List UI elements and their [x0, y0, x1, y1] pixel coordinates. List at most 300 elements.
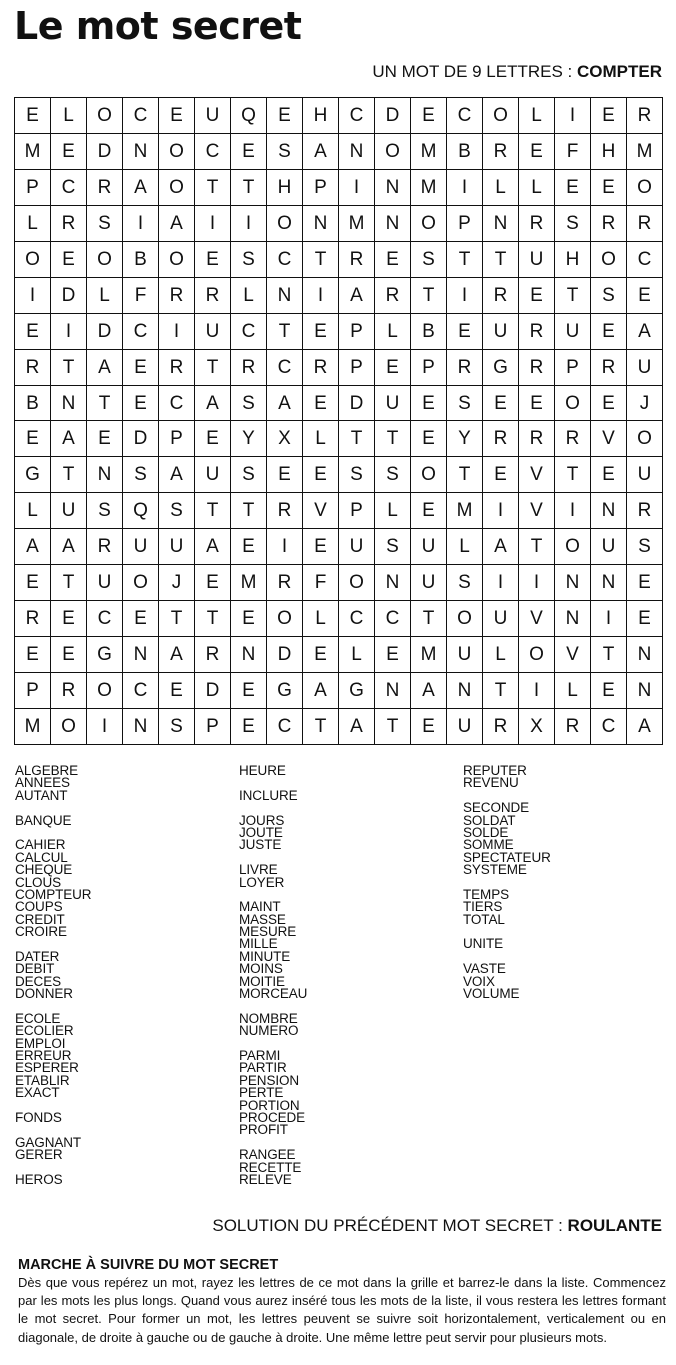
- grid-cell[interactable]: P: [303, 170, 339, 206]
- grid-cell[interactable]: T: [411, 278, 447, 314]
- grid-cell[interactable]: S: [411, 242, 447, 278]
- grid-cell[interactable]: R: [591, 206, 627, 242]
- grid-cell[interactable]: E: [519, 134, 555, 170]
- grid-cell[interactable]: L: [519, 98, 555, 134]
- grid-cell[interactable]: M: [447, 493, 483, 529]
- grid-cell[interactable]: L: [339, 637, 375, 673]
- grid-cell[interactable]: O: [375, 134, 411, 170]
- grid-cell[interactable]: C: [447, 98, 483, 134]
- grid-cell[interactable]: C: [267, 350, 303, 386]
- grid-cell[interactable]: S: [231, 242, 267, 278]
- grid-cell[interactable]: L: [303, 601, 339, 637]
- grid-cell[interactable]: N: [627, 637, 663, 673]
- grid-cell[interactable]: C: [87, 601, 123, 637]
- grid-cell[interactable]: T: [447, 457, 483, 493]
- grid-cell[interactable]: T: [51, 565, 87, 601]
- grid-cell[interactable]: A: [51, 529, 87, 565]
- grid-cell[interactable]: T: [519, 529, 555, 565]
- grid-cell[interactable]: S: [339, 457, 375, 493]
- grid-cell[interactable]: R: [303, 350, 339, 386]
- grid-cell[interactable]: E: [411, 493, 447, 529]
- grid-cell[interactable]: R: [339, 242, 375, 278]
- grid-cell[interactable]: L: [15, 493, 51, 529]
- grid-cell[interactable]: R: [591, 350, 627, 386]
- grid-cell[interactable]: T: [195, 601, 231, 637]
- grid-cell[interactable]: I: [87, 709, 123, 745]
- grid-cell[interactable]: B: [123, 242, 159, 278]
- grid-cell[interactable]: U: [195, 457, 231, 493]
- grid-cell[interactable]: E: [519, 278, 555, 314]
- grid-cell[interactable]: U: [447, 637, 483, 673]
- grid-cell[interactable]: L: [519, 170, 555, 206]
- grid-cell[interactable]: V: [555, 637, 591, 673]
- grid-cell[interactable]: P: [447, 206, 483, 242]
- grid-cell[interactable]: T: [483, 673, 519, 709]
- grid-cell[interactable]: U: [51, 493, 87, 529]
- grid-cell[interactable]: A: [159, 637, 195, 673]
- grid-cell[interactable]: E: [123, 386, 159, 422]
- grid-cell[interactable]: R: [519, 314, 555, 350]
- grid-cell[interactable]: I: [303, 278, 339, 314]
- grid-cell[interactable]: E: [411, 421, 447, 457]
- grid-cell[interactable]: T: [339, 421, 375, 457]
- grid-cell[interactable]: I: [591, 601, 627, 637]
- grid-cell[interactable]: E: [375, 242, 411, 278]
- grid-cell[interactable]: L: [483, 170, 519, 206]
- grid-cell[interactable]: S: [375, 529, 411, 565]
- grid-cell[interactable]: O: [411, 206, 447, 242]
- grid-cell[interactable]: O: [87, 98, 123, 134]
- grid-cell[interactable]: E: [15, 98, 51, 134]
- grid-cell[interactable]: R: [87, 170, 123, 206]
- grid-cell[interactable]: G: [15, 457, 51, 493]
- grid-cell[interactable]: D: [267, 637, 303, 673]
- grid-cell[interactable]: R: [15, 601, 51, 637]
- grid-cell[interactable]: H: [303, 98, 339, 134]
- grid-cell[interactable]: H: [555, 242, 591, 278]
- grid-cell[interactable]: C: [267, 709, 303, 745]
- grid-cell[interactable]: B: [447, 134, 483, 170]
- grid-cell[interactable]: I: [555, 493, 591, 529]
- grid-cell[interactable]: L: [555, 673, 591, 709]
- grid-cell[interactable]: R: [195, 637, 231, 673]
- grid-cell[interactable]: P: [15, 170, 51, 206]
- grid-cell[interactable]: L: [231, 278, 267, 314]
- grid-cell[interactable]: E: [159, 98, 195, 134]
- grid-cell[interactable]: G: [87, 637, 123, 673]
- grid-cell[interactable]: S: [231, 386, 267, 422]
- grid-cell[interactable]: E: [447, 314, 483, 350]
- grid-cell[interactable]: E: [627, 601, 663, 637]
- grid-cell[interactable]: E: [411, 709, 447, 745]
- grid-cell[interactable]: A: [267, 386, 303, 422]
- grid-cell[interactable]: E: [15, 314, 51, 350]
- grid-cell[interactable]: E: [591, 386, 627, 422]
- grid-cell[interactable]: M: [15, 709, 51, 745]
- grid-cell[interactable]: U: [339, 529, 375, 565]
- grid-cell[interactable]: S: [123, 457, 159, 493]
- grid-cell[interactable]: U: [195, 98, 231, 134]
- grid-cell[interactable]: E: [231, 529, 267, 565]
- grid-cell[interactable]: E: [231, 673, 267, 709]
- grid-cell[interactable]: E: [591, 98, 627, 134]
- grid-cell[interactable]: R: [555, 709, 591, 745]
- grid-cell[interactable]: S: [555, 206, 591, 242]
- grid-cell[interactable]: R: [483, 709, 519, 745]
- grid-cell[interactable]: E: [231, 601, 267, 637]
- grid-cell[interactable]: S: [159, 709, 195, 745]
- grid-cell[interactable]: E: [51, 601, 87, 637]
- grid-cell[interactable]: D: [87, 314, 123, 350]
- grid-cell[interactable]: N: [375, 565, 411, 601]
- grid-cell[interactable]: L: [303, 421, 339, 457]
- grid-cell[interactable]: M: [15, 134, 51, 170]
- grid-cell[interactable]: O: [627, 170, 663, 206]
- grid-cell[interactable]: C: [231, 314, 267, 350]
- grid-cell[interactable]: N: [375, 673, 411, 709]
- grid-cell[interactable]: T: [375, 709, 411, 745]
- grid-cell[interactable]: E: [195, 565, 231, 601]
- grid-cell[interactable]: F: [303, 565, 339, 601]
- grid-cell[interactable]: E: [483, 386, 519, 422]
- grid-cell[interactable]: G: [483, 350, 519, 386]
- grid-cell[interactable]: A: [123, 170, 159, 206]
- grid-cell[interactable]: R: [627, 206, 663, 242]
- grid-cell[interactable]: S: [591, 278, 627, 314]
- grid-cell[interactable]: F: [123, 278, 159, 314]
- grid-cell[interactable]: N: [51, 386, 87, 422]
- grid-cell[interactable]: N: [303, 206, 339, 242]
- grid-cell[interactable]: T: [303, 709, 339, 745]
- grid-cell[interactable]: P: [339, 493, 375, 529]
- grid-cell[interactable]: E: [159, 673, 195, 709]
- grid-cell[interactable]: N: [339, 134, 375, 170]
- grid-cell[interactable]: T: [195, 493, 231, 529]
- grid-cell[interactable]: L: [87, 278, 123, 314]
- grid-cell[interactable]: E: [51, 637, 87, 673]
- grid-cell[interactable]: E: [411, 98, 447, 134]
- grid-cell[interactable]: N: [123, 709, 159, 745]
- grid-cell[interactable]: I: [123, 206, 159, 242]
- grid-cell[interactable]: O: [267, 601, 303, 637]
- grid-cell[interactable]: E: [303, 637, 339, 673]
- grid-cell[interactable]: E: [87, 421, 123, 457]
- grid-cell[interactable]: R: [447, 350, 483, 386]
- grid-cell[interactable]: R: [87, 529, 123, 565]
- grid-cell[interactable]: E: [231, 709, 267, 745]
- grid-cell[interactable]: I: [339, 170, 375, 206]
- grid-cell[interactable]: L: [375, 314, 411, 350]
- grid-cell[interactable]: M: [411, 170, 447, 206]
- grid-cell[interactable]: R: [627, 98, 663, 134]
- grid-cell[interactable]: E: [51, 134, 87, 170]
- grid-cell[interactable]: N: [591, 493, 627, 529]
- grid-cell[interactable]: C: [627, 242, 663, 278]
- grid-cell[interactable]: S: [159, 493, 195, 529]
- grid-cell[interactable]: A: [627, 709, 663, 745]
- grid-cell[interactable]: N: [375, 206, 411, 242]
- grid-cell[interactable]: T: [267, 314, 303, 350]
- grid-cell[interactable]: H: [267, 170, 303, 206]
- grid-cell[interactable]: E: [483, 457, 519, 493]
- grid-cell[interactable]: A: [303, 134, 339, 170]
- grid-cell[interactable]: T: [51, 457, 87, 493]
- grid-cell[interactable]: P: [159, 421, 195, 457]
- grid-cell[interactable]: U: [375, 386, 411, 422]
- grid-cell[interactable]: O: [519, 637, 555, 673]
- grid-cell[interactable]: O: [411, 457, 447, 493]
- grid-cell[interactable]: R: [267, 565, 303, 601]
- grid-cell[interactable]: E: [15, 421, 51, 457]
- grid-cell[interactable]: A: [15, 529, 51, 565]
- grid-cell[interactable]: A: [87, 350, 123, 386]
- grid-cell[interactable]: A: [411, 673, 447, 709]
- grid-cell[interactable]: E: [411, 386, 447, 422]
- grid-cell[interactable]: C: [159, 386, 195, 422]
- grid-cell[interactable]: E: [267, 457, 303, 493]
- grid-cell[interactable]: E: [303, 386, 339, 422]
- grid-cell[interactable]: I: [483, 493, 519, 529]
- grid-cell[interactable]: M: [627, 134, 663, 170]
- grid-cell[interactable]: O: [159, 242, 195, 278]
- grid-cell[interactable]: N: [267, 278, 303, 314]
- grid-cell[interactable]: E: [195, 242, 231, 278]
- grid-cell[interactable]: O: [555, 529, 591, 565]
- grid-cell[interactable]: Q: [231, 98, 267, 134]
- grid-cell[interactable]: T: [555, 457, 591, 493]
- grid-cell[interactable]: E: [375, 637, 411, 673]
- grid-cell[interactable]: E: [375, 350, 411, 386]
- grid-cell[interactable]: T: [51, 350, 87, 386]
- grid-cell[interactable]: L: [483, 637, 519, 673]
- grid-cell[interactable]: L: [447, 529, 483, 565]
- grid-cell[interactable]: N: [87, 457, 123, 493]
- grid-cell[interactable]: I: [15, 278, 51, 314]
- grid-cell[interactable]: O: [123, 565, 159, 601]
- grid-cell[interactable]: O: [591, 242, 627, 278]
- grid-cell[interactable]: V: [303, 493, 339, 529]
- grid-cell[interactable]: R: [375, 278, 411, 314]
- grid-cell[interactable]: T: [483, 242, 519, 278]
- grid-cell[interactable]: A: [51, 421, 87, 457]
- grid-cell[interactable]: N: [447, 673, 483, 709]
- grid-cell[interactable]: M: [339, 206, 375, 242]
- grid-cell[interactable]: R: [195, 278, 231, 314]
- grid-cell[interactable]: S: [87, 493, 123, 529]
- grid-cell[interactable]: S: [231, 457, 267, 493]
- grid-cell[interactable]: N: [375, 170, 411, 206]
- grid-cell[interactable]: N: [123, 134, 159, 170]
- grid-cell[interactable]: V: [519, 601, 555, 637]
- grid-cell[interactable]: U: [159, 529, 195, 565]
- grid-cell[interactable]: T: [303, 242, 339, 278]
- grid-cell[interactable]: P: [195, 709, 231, 745]
- grid-cell[interactable]: Y: [447, 421, 483, 457]
- grid-cell[interactable]: U: [195, 314, 231, 350]
- grid-cell[interactable]: C: [123, 98, 159, 134]
- grid-cell[interactable]: U: [87, 565, 123, 601]
- grid-cell[interactable]: E: [51, 242, 87, 278]
- grid-cell[interactable]: E: [303, 457, 339, 493]
- grid-cell[interactable]: A: [339, 709, 375, 745]
- grid-cell[interactable]: R: [51, 206, 87, 242]
- grid-cell[interactable]: D: [339, 386, 375, 422]
- grid-cell[interactable]: L: [51, 98, 87, 134]
- grid-cell[interactable]: D: [123, 421, 159, 457]
- grid-cell[interactable]: O: [555, 386, 591, 422]
- grid-cell[interactable]: T: [447, 242, 483, 278]
- grid-cell[interactable]: O: [159, 134, 195, 170]
- grid-cell[interactable]: N: [591, 565, 627, 601]
- grid-cell[interactable]: R: [519, 350, 555, 386]
- grid-cell[interactable]: R: [51, 673, 87, 709]
- grid-cell[interactable]: U: [411, 565, 447, 601]
- grid-cell[interactable]: O: [87, 673, 123, 709]
- grid-cell[interactable]: J: [159, 565, 195, 601]
- grid-cell[interactable]: A: [627, 314, 663, 350]
- grid-cell[interactable]: R: [627, 493, 663, 529]
- grid-cell[interactable]: I: [519, 565, 555, 601]
- grid-cell[interactable]: R: [519, 421, 555, 457]
- grid-cell[interactable]: E: [267, 98, 303, 134]
- grid-cell[interactable]: E: [591, 457, 627, 493]
- grid-cell[interactable]: Y: [231, 421, 267, 457]
- grid-cell[interactable]: E: [303, 314, 339, 350]
- grid-cell[interactable]: O: [267, 206, 303, 242]
- grid-cell[interactable]: P: [555, 350, 591, 386]
- grid-cell[interactable]: I: [231, 206, 267, 242]
- grid-cell[interactable]: O: [159, 170, 195, 206]
- grid-cell[interactable]: U: [591, 529, 627, 565]
- grid-cell[interactable]: N: [123, 637, 159, 673]
- grid-cell[interactable]: L: [375, 493, 411, 529]
- grid-cell[interactable]: I: [447, 170, 483, 206]
- grid-cell[interactable]: N: [483, 206, 519, 242]
- grid-cell[interactable]: R: [15, 350, 51, 386]
- grid-cell[interactable]: S: [627, 529, 663, 565]
- grid-cell[interactable]: R: [483, 278, 519, 314]
- grid-cell[interactable]: U: [555, 314, 591, 350]
- grid-cell[interactable]: S: [447, 565, 483, 601]
- grid-cell[interactable]: I: [195, 206, 231, 242]
- grid-cell[interactable]: D: [195, 673, 231, 709]
- grid-cell[interactable]: E: [123, 350, 159, 386]
- grid-cell[interactable]: S: [87, 206, 123, 242]
- grid-cell[interactable]: T: [231, 493, 267, 529]
- grid-cell[interactable]: E: [591, 314, 627, 350]
- grid-cell[interactable]: U: [627, 457, 663, 493]
- grid-cell[interactable]: I: [447, 278, 483, 314]
- grid-cell[interactable]: X: [267, 421, 303, 457]
- grid-cell[interactable]: S: [375, 457, 411, 493]
- grid-cell[interactable]: E: [15, 565, 51, 601]
- grid-cell[interactable]: T: [195, 350, 231, 386]
- grid-cell[interactable]: N: [627, 673, 663, 709]
- grid-cell[interactable]: H: [591, 134, 627, 170]
- grid-cell[interactable]: E: [15, 637, 51, 673]
- grid-cell[interactable]: L: [15, 206, 51, 242]
- grid-cell[interactable]: O: [87, 242, 123, 278]
- grid-cell[interactable]: T: [555, 278, 591, 314]
- grid-cell[interactable]: N: [555, 565, 591, 601]
- grid-cell[interactable]: A: [303, 673, 339, 709]
- grid-cell[interactable]: C: [267, 242, 303, 278]
- grid-cell[interactable]: E: [591, 673, 627, 709]
- grid-cell[interactable]: U: [447, 709, 483, 745]
- grid-cell[interactable]: N: [231, 637, 267, 673]
- grid-cell[interactable]: V: [519, 493, 555, 529]
- grid-cell[interactable]: I: [267, 529, 303, 565]
- grid-cell[interactable]: I: [51, 314, 87, 350]
- grid-cell[interactable]: T: [591, 637, 627, 673]
- grid-cell[interactable]: O: [15, 242, 51, 278]
- grid-cell[interactable]: E: [303, 529, 339, 565]
- grid-cell[interactable]: E: [555, 170, 591, 206]
- grid-cell[interactable]: U: [123, 529, 159, 565]
- grid-cell[interactable]: I: [483, 565, 519, 601]
- grid-cell[interactable]: B: [411, 314, 447, 350]
- grid-cell[interactable]: Q: [123, 493, 159, 529]
- grid-cell[interactable]: D: [375, 98, 411, 134]
- grid-cell[interactable]: J: [627, 386, 663, 422]
- grid-cell[interactable]: C: [123, 673, 159, 709]
- grid-cell[interactable]: E: [627, 278, 663, 314]
- grid-cell[interactable]: U: [519, 242, 555, 278]
- grid-cell[interactable]: O: [51, 709, 87, 745]
- grid-cell[interactable]: T: [87, 386, 123, 422]
- grid-cell[interactable]: C: [195, 134, 231, 170]
- grid-cell[interactable]: G: [267, 673, 303, 709]
- grid-cell[interactable]: E: [627, 565, 663, 601]
- grid-cell[interactable]: P: [339, 314, 375, 350]
- grid-cell[interactable]: S: [267, 134, 303, 170]
- grid-cell[interactable]: C: [339, 601, 375, 637]
- grid-cell[interactable]: O: [339, 565, 375, 601]
- grid-cell[interactable]: A: [195, 386, 231, 422]
- grid-cell[interactable]: O: [483, 98, 519, 134]
- grid-cell[interactable]: C: [339, 98, 375, 134]
- grid-cell[interactable]: R: [267, 493, 303, 529]
- grid-cell[interactable]: U: [627, 350, 663, 386]
- grid-cell[interactable]: T: [195, 170, 231, 206]
- grid-cell[interactable]: E: [591, 170, 627, 206]
- grid-cell[interactable]: C: [375, 601, 411, 637]
- grid-cell[interactable]: S: [447, 386, 483, 422]
- grid-cell[interactable]: R: [555, 421, 591, 457]
- grid-cell[interactable]: E: [519, 386, 555, 422]
- grid-cell[interactable]: A: [159, 206, 195, 242]
- grid-cell[interactable]: T: [375, 421, 411, 457]
- grid-cell[interactable]: A: [195, 529, 231, 565]
- grid-cell[interactable]: I: [555, 98, 591, 134]
- grid-cell[interactable]: X: [519, 709, 555, 745]
- grid-cell[interactable]: U: [411, 529, 447, 565]
- grid-cell[interactable]: C: [123, 314, 159, 350]
- grid-cell[interactable]: G: [339, 673, 375, 709]
- grid-cell[interactable]: R: [483, 134, 519, 170]
- grid-cell[interactable]: R: [159, 278, 195, 314]
- grid-cell[interactable]: O: [447, 601, 483, 637]
- grid-cell[interactable]: C: [591, 709, 627, 745]
- grid-cell[interactable]: R: [231, 350, 267, 386]
- grid-cell[interactable]: P: [15, 673, 51, 709]
- grid-cell[interactable]: V: [591, 421, 627, 457]
- grid-cell[interactable]: I: [159, 314, 195, 350]
- grid-cell[interactable]: E: [123, 601, 159, 637]
- grid-cell[interactable]: C: [51, 170, 87, 206]
- grid-cell[interactable]: A: [159, 457, 195, 493]
- grid-cell[interactable]: T: [411, 601, 447, 637]
